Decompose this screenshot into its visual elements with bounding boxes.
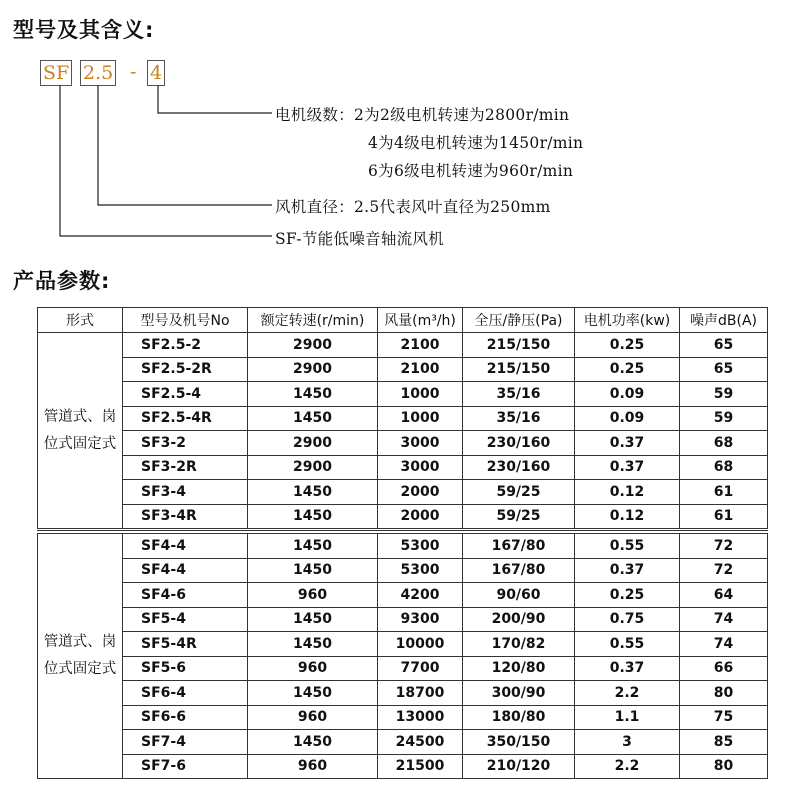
pressure-cell: 230/160 — [463, 431, 575, 456]
airflow-cell: 10000 — [378, 632, 463, 657]
power-cell: 0.25 — [575, 333, 680, 358]
model-cell: SF2.5-4R — [123, 406, 248, 431]
motor-stage-line-1: 电机级数：2为2级电机转速为2800r/min — [275, 106, 570, 124]
table-row — [38, 730, 768, 755]
table-row — [38, 558, 768, 583]
noise-cell: 80 — [680, 754, 768, 779]
power-cell: 0.55 — [575, 632, 680, 657]
power-cell: 0.09 — [575, 382, 680, 407]
noise-cell: 75 — [680, 705, 768, 730]
power-cell: 3 — [575, 730, 680, 755]
pressure-cell: 59/25 — [463, 480, 575, 505]
power-cell: 0.37 — [575, 431, 680, 456]
table-row — [38, 632, 768, 657]
pressure-cell: 120/80 — [463, 656, 575, 681]
model-cell: SF2.5-2 — [123, 333, 248, 358]
model-cell: SF6-6 — [123, 705, 248, 730]
noise-cell: 59 — [680, 406, 768, 431]
airflow-cell: 4200 — [378, 583, 463, 608]
header-form: 形式 — [38, 308, 123, 333]
table-row — [38, 656, 768, 681]
noise-cell: 85 — [680, 730, 768, 755]
airflow-cell: 5300 — [378, 558, 463, 583]
airflow-cell: 3000 — [378, 431, 463, 456]
table-row — [38, 480, 768, 505]
parameter-table — [37, 307, 768, 779]
noise-cell: 61 — [680, 480, 768, 505]
model-cell: SF3-4 — [123, 480, 248, 505]
table-row — [38, 583, 768, 608]
airflow-cell: 5300 — [378, 534, 463, 559]
model-cell: SF3-2 — [123, 431, 248, 456]
speed-cell: 1450 — [248, 480, 378, 505]
power-cell: 0.12 — [575, 504, 680, 530]
speed-cell: 1450 — [248, 406, 378, 431]
code-diameter: 2.5 — [80, 60, 116, 86]
noise-cell: 61 — [680, 504, 768, 530]
airflow-cell: 18700 — [378, 681, 463, 706]
form-cell: 管道式、岗位式固定式 — [38, 333, 123, 530]
fan-diameter-note: 风机直径：2.5代表风叶直径为250mm — [275, 198, 551, 216]
table-row — [38, 382, 768, 407]
model-cell: SF4-4 — [123, 534, 248, 559]
pressure-cell: 210/120 — [463, 754, 575, 779]
table-row — [38, 534, 768, 559]
model-cell: SF2.5-4 — [123, 382, 248, 407]
table-row — [38, 504, 768, 530]
model-cell: SF2.5-2R — [123, 357, 248, 382]
noise-cell: 72 — [680, 534, 768, 559]
code-series: SF — [40, 60, 72, 86]
form-cell: 管道式、岗位式固定式 — [38, 534, 123, 779]
speed-cell: 2900 — [248, 455, 378, 480]
speed-cell: 960 — [248, 583, 378, 608]
speed-cell: 1450 — [248, 730, 378, 755]
noise-cell: 74 — [680, 632, 768, 657]
power-cell: 2.2 — [575, 681, 680, 706]
code-dash: - — [130, 61, 137, 83]
table-row — [38, 333, 768, 358]
speed-cell: 2900 — [248, 333, 378, 358]
header-model: 型号及机号No — [123, 308, 248, 333]
speed-cell: 2900 — [248, 357, 378, 382]
power-cell: 0.37 — [575, 455, 680, 480]
motor-stage-line-3: 6为6级电机转速为960r/min — [368, 162, 574, 180]
airflow-cell: 7700 — [378, 656, 463, 681]
power-cell: 0.25 — [575, 583, 680, 608]
noise-cell: 80 — [680, 681, 768, 706]
series-note: SF-节能低噪音轴流风机 — [275, 230, 445, 248]
pressure-cell: 90/60 — [463, 583, 575, 608]
header-airflow: 风量(m³/h) — [378, 308, 463, 333]
speed-cell: 960 — [248, 705, 378, 730]
model-meaning-heading: 型号及其含义: — [13, 18, 155, 42]
pressure-cell: 59/25 — [463, 504, 575, 530]
table-row — [38, 681, 768, 706]
noise-cell: 68 — [680, 455, 768, 480]
connector-lines — [0, 0, 800, 260]
power-cell: 0.12 — [575, 480, 680, 505]
noise-cell: 74 — [680, 607, 768, 632]
model-cell: SF7-4 — [123, 730, 248, 755]
model-cell: SF5-4R — [123, 632, 248, 657]
model-cell: SF6-4 — [123, 681, 248, 706]
model-cell: SF5-6 — [123, 656, 248, 681]
pressure-cell: 300/90 — [463, 681, 575, 706]
table-row — [38, 455, 768, 480]
table-row — [38, 431, 768, 456]
speed-cell: 1450 — [248, 607, 378, 632]
power-cell: 0.25 — [575, 357, 680, 382]
power-cell: 0.37 — [575, 558, 680, 583]
speed-cell: 1450 — [248, 558, 378, 583]
motor-stage-line-2: 4为4级电机转速为1450r/min — [368, 134, 584, 152]
airflow-cell: 3000 — [378, 455, 463, 480]
model-cell: SF3-4R — [123, 504, 248, 530]
pressure-cell: 35/16 — [463, 406, 575, 431]
table-row — [38, 607, 768, 632]
power-cell: 0.75 — [575, 607, 680, 632]
header-speed: 额定转速(r/min) — [248, 308, 378, 333]
pressure-cell: 200/90 — [463, 607, 575, 632]
noise-cell: 72 — [680, 558, 768, 583]
speed-cell: 2900 — [248, 431, 378, 456]
pressure-cell: 167/80 — [463, 558, 575, 583]
power-cell: 1.1 — [575, 705, 680, 730]
table-row — [38, 406, 768, 431]
power-cell: 0.09 — [575, 406, 680, 431]
table-row — [38, 705, 768, 730]
power-cell: 0.37 — [575, 656, 680, 681]
pressure-cell: 350/150 — [463, 730, 575, 755]
power-cell: 0.55 — [575, 534, 680, 559]
airflow-cell: 21500 — [378, 754, 463, 779]
speed-cell: 960 — [248, 656, 378, 681]
speed-cell: 1450 — [248, 632, 378, 657]
model-cell: SF4-4 — [123, 558, 248, 583]
airflow-cell: 2000 — [378, 480, 463, 505]
airflow-cell: 1000 — [378, 382, 463, 407]
airflow-cell: 9300 — [378, 607, 463, 632]
pressure-cell: 230/160 — [463, 455, 575, 480]
speed-cell: 1450 — [248, 681, 378, 706]
pressure-cell: 180/80 — [463, 705, 575, 730]
noise-cell: 66 — [680, 656, 768, 681]
header-noise: 噪声dB(A) — [680, 308, 768, 333]
code-motor-stage: 4 — [147, 60, 165, 86]
noise-cell: 65 — [680, 357, 768, 382]
pressure-cell: 167/80 — [463, 534, 575, 559]
airflow-cell: 13000 — [378, 705, 463, 730]
noise-cell: 68 — [680, 431, 768, 456]
model-cell: SF3-2R — [123, 455, 248, 480]
table-row — [38, 357, 768, 382]
pressure-cell: 215/150 — [463, 357, 575, 382]
model-cell: SF4-6 — [123, 583, 248, 608]
table-row — [38, 754, 768, 779]
noise-cell: 65 — [680, 333, 768, 358]
speed-cell: 960 — [248, 754, 378, 779]
pressure-cell: 35/16 — [463, 382, 575, 407]
airflow-cell: 1000 — [378, 406, 463, 431]
speed-cell: 1450 — [248, 382, 378, 407]
model-cell: SF7-6 — [123, 754, 248, 779]
airflow-cell: 2100 — [378, 333, 463, 358]
product-params-heading: 产品参数: — [13, 269, 111, 293]
airflow-cell: 2000 — [378, 504, 463, 530]
pressure-cell: 215/150 — [463, 333, 575, 358]
speed-cell: 1450 — [248, 534, 378, 559]
power-cell: 2.2 — [575, 754, 680, 779]
noise-cell: 64 — [680, 583, 768, 608]
table-header-row — [38, 308, 768, 333]
header-pressure: 全压/静压(Pa) — [463, 308, 575, 333]
model-cell: SF5-4 — [123, 607, 248, 632]
noise-cell: 59 — [680, 382, 768, 407]
header-power: 电机功率(kw) — [575, 308, 680, 333]
airflow-cell: 2100 — [378, 357, 463, 382]
pressure-cell: 170/82 — [463, 632, 575, 657]
airflow-cell: 24500 — [378, 730, 463, 755]
speed-cell: 1450 — [248, 504, 378, 530]
